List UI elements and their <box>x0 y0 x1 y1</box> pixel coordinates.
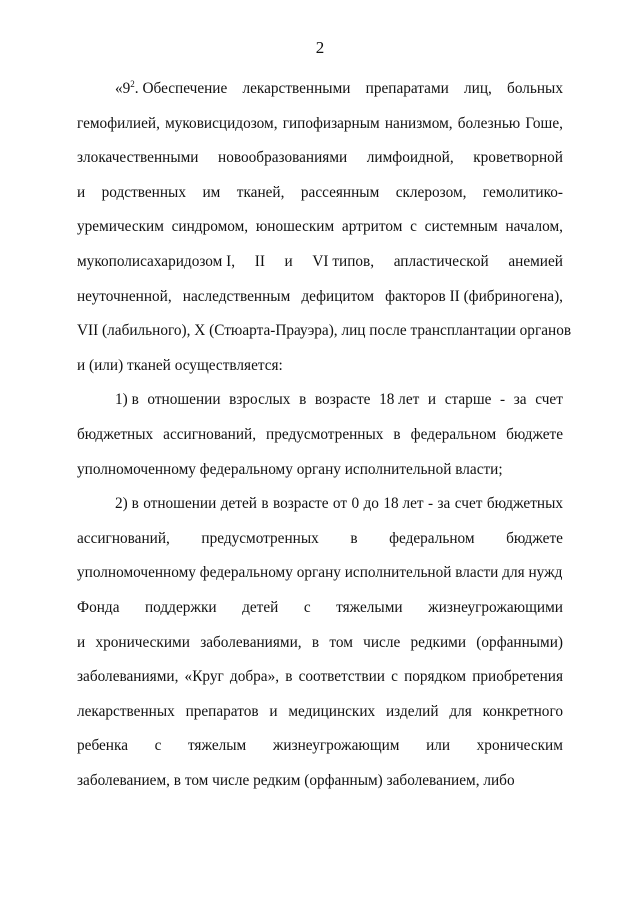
word: анемией <box>508 252 563 270</box>
text-line <box>77 349 563 384</box>
text-line <box>77 764 563 799</box>
word: муковисцидозом, <box>165 114 278 132</box>
word: для <box>449 702 472 720</box>
word: гипофизарным <box>282 114 380 132</box>
word: хроническим <box>476 737 563 755</box>
paragraph-item-9-2 <box>77 72 572 383</box>
word: лекарственными <box>242 80 351 97</box>
text-line <box>77 487 563 522</box>
word: в <box>350 529 358 547</box>
word: препаратами <box>365 80 449 97</box>
word: в <box>299 391 307 409</box>
word: тканей, <box>236 183 285 201</box>
text-line <box>77 591 563 626</box>
word: отношении <box>143 495 217 513</box>
text-line <box>77 418 563 453</box>
word: родственных <box>101 183 186 201</box>
text-line <box>77 729 563 764</box>
word: мукополисахаридозом I, <box>77 252 236 270</box>
text-line <box>77 626 563 661</box>
word: 18 лет <box>379 391 420 409</box>
word: им <box>202 183 221 201</box>
word: предусмотренных <box>201 529 319 547</box>
word: бюджетных <box>77 425 154 443</box>
text-line <box>77 314 572 349</box>
word: заболеваниями, <box>200 633 302 651</box>
item-number: «$9^2$. Обеспечение <box>115 79 228 97</box>
word: федеральном <box>389 529 475 547</box>
word: возрасте <box>272 495 329 513</box>
word: 1) в <box>115 391 139 409</box>
word: приобретения <box>472 668 563 686</box>
word: с <box>303 598 311 616</box>
word: счет <box>535 391 563 409</box>
word: федеральном <box>410 425 497 443</box>
text-line <box>77 695 563 730</box>
word: - <box>500 391 506 409</box>
word: болезнью <box>457 114 521 132</box>
word: факторов II (фибриногена), <box>385 287 563 305</box>
word: ассигнований, <box>77 529 170 547</box>
word: старше <box>444 391 492 409</box>
paragraph-subitem-1 <box>77 383 563 487</box>
word: юношеским <box>255 218 335 236</box>
text-line <box>77 556 563 591</box>
text-line <box>77 660 563 695</box>
word: (орфанными) <box>476 633 563 651</box>
word: нанизмом, <box>384 114 453 132</box>
word: наследственным <box>182 287 291 305</box>
word: добра», <box>229 668 280 686</box>
word: ребенка <box>77 737 128 755</box>
word: склерозом, <box>395 183 467 201</box>
word: уполномоченному федеральному органу исполнительной власти для нужд <box>77 564 563 582</box>
word: числе <box>363 633 401 651</box>
word: лиц, <box>464 80 492 97</box>
word: порядком <box>404 668 467 686</box>
word: бюджете <box>506 425 563 443</box>
word: отношении <box>147 391 221 409</box>
word: VII (лабильного), X (Стюарта-Прауэра), лиц после трансплантации органов <box>77 322 572 340</box>
word: ассигнований, <box>163 425 257 443</box>
word: соответствии <box>298 668 385 686</box>
word: Фонда <box>77 598 120 616</box>
word: препаратов <box>185 702 259 720</box>
word: бюджетных <box>486 495 563 513</box>
word: от <box>332 495 348 513</box>
text-line <box>77 453 563 488</box>
word: за <box>513 391 527 409</box>
line-text: уполномоченному федеральному органу исполнительной власти; <box>77 460 503 478</box>
text-line <box>77 245 563 280</box>
word: детей <box>220 495 257 513</box>
word: поддержки <box>145 598 217 616</box>
word: апластической <box>393 252 489 270</box>
word: 18 лет <box>383 495 424 513</box>
word: до <box>363 495 379 513</box>
word: заболеваниями, <box>77 668 179 686</box>
text-line <box>77 210 563 245</box>
word: больных <box>507 80 563 97</box>
word: лимфоидной, <box>366 149 454 167</box>
word: гемолитико- <box>482 183 563 201</box>
word: и <box>427 391 437 409</box>
word: уремическим <box>77 218 164 236</box>
word: началом, <box>505 218 563 236</box>
word: и <box>77 633 86 651</box>
word: изделий <box>386 702 439 720</box>
word: конкретного <box>482 702 563 720</box>
word: тяжелыми <box>336 598 403 616</box>
word: счет <box>454 495 483 513</box>
word: дефицитом <box>301 287 375 305</box>
word: рассеянным <box>300 183 380 201</box>
word: новообразованиями <box>218 149 348 167</box>
word: Гоше, <box>525 114 563 132</box>
word: «Круг <box>184 668 224 686</box>
page-number: 2 <box>315 38 325 57</box>
word: редкими <box>410 633 467 651</box>
word: неуточненной, <box>77 287 172 305</box>
line-text: заболеванием, в том числе редким (орфанным) заболеванием, либо <box>77 771 515 789</box>
word: тяжелым <box>187 737 247 755</box>
word: жизнеугрожающими <box>428 598 563 616</box>
word: и <box>77 183 86 201</box>
word: злокачественными <box>77 149 199 167</box>
word: жизнеугрожающим <box>272 737 400 755</box>
word: бюджете <box>506 529 563 547</box>
word: в <box>285 668 293 686</box>
word: VI типов, <box>312 252 375 270</box>
word: или <box>426 737 451 755</box>
word: с <box>391 668 398 686</box>
word: и <box>284 252 293 270</box>
word: медицинских <box>288 702 376 720</box>
word: и <box>269 702 278 720</box>
paragraph-subitem-2 <box>77 487 563 798</box>
word: предусмотренных <box>266 425 384 443</box>
text-line <box>77 176 563 211</box>
text-line <box>77 72 563 107</box>
text-line <box>77 141 563 176</box>
word: - <box>428 495 434 513</box>
word: том <box>329 633 353 651</box>
word: взрослых <box>229 391 291 409</box>
word: с <box>154 737 162 755</box>
word: в <box>311 633 320 651</box>
word: в <box>393 425 401 443</box>
word: 2) в <box>115 495 139 513</box>
word: лекарственных <box>77 702 175 720</box>
word: в <box>261 495 269 513</box>
word: детей <box>242 598 279 616</box>
text-line <box>77 522 563 557</box>
word: кроветворной <box>473 149 563 167</box>
document-body <box>77 72 572 798</box>
word: синдромом, <box>171 218 249 236</box>
text-line <box>77 280 563 315</box>
text-line <box>77 107 563 142</box>
line-text: и (или) тканей осуществляется: <box>77 356 283 374</box>
word: 0 <box>351 495 360 513</box>
word: II <box>254 252 265 270</box>
text-line <box>77 383 563 418</box>
word: артритом <box>341 218 403 236</box>
word: возрасте <box>314 391 371 409</box>
word: за <box>437 495 451 513</box>
word: с <box>410 218 417 236</box>
word: хроническими <box>95 633 190 651</box>
word: гемофилией, <box>77 114 160 132</box>
word: системным <box>424 218 498 236</box>
